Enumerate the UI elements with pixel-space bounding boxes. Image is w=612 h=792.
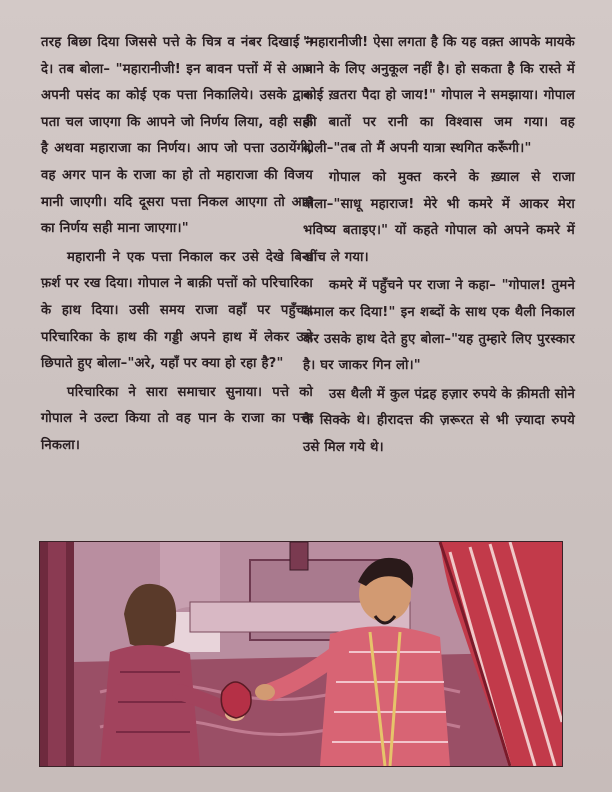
paragraph: महारानी ने एक पत्ता निकाल कर उसे देखे बिना फ़र्श पर रख दिया। गोपाल ने बाक़ी पत्तों को परिचारिका के हाथ दिया। उसी समय राजा वहाँ पर पहुँचा। परिचारिका के हाथ की गड्डी अपने हाथ में लेकर उसे छिपाते हुए बोला–"अरे, यहाँ पर क्या हो रहा है?" (41, 249, 313, 372)
wall-frame (290, 542, 308, 570)
paragraph: कमरे में पहुँचने पर राजा ने कहा– "गोपाल! तुमने कमाल कर दिया!" इन शब्दों के साथ एक थैली निकाल कर उसके हाथ देते हुए बोला–"यह तुम्हारे लिए पुरस्कार है। घर जाकर गिन लो।" (303, 278, 575, 374)
right-text-column (303, 30, 575, 462)
purse (221, 682, 251, 718)
paragraph: उस थैली में कुल पंद्रह हज़ार रुपये के क़ीमती सोने के सिक्के थे। हीरादत्त की ज़रूरत से भी ज़्यादा रुपये उसे मिल गये थे। (303, 386, 575, 455)
paragraph: तरह बिछा दिया जिससे पत्ते के चित्र व नंबर दिखाई न दे। तब बोला– "महारानीजी! इन बावन पत्तों में से आप अपनी पसंद का कोई एक पत्ता निकालिये। उसके द्वारा पता चल जाएगा कि आपने जो निर्णय लिया, वही सही है अथवा महाराजा का निर्णय। आप जो पत्ता उठायेंगी, वह अगर पान के राजा का हो तो महाराजा की विजय मानी जाएगी। यदि दूसरा पत्ता निकल आएगा तो आप का निर्णय सही माना जाएगा।" (41, 35, 313, 237)
paragraph: "महारानीजी! ऐसा लगता है कि यह वक़्त आपके मायके जाने के लिए अनुकूल नहीं है। हो सकता है कि रास्ते में कोई ख़तरा पैदा हो जाय!" गोपाल ने समझाया। गोपाल की बातों पर रानी का विश्वास जम गया। वह बोली–"तब तो मैं अपनी यात्रा स्थगित करूँगी।" (303, 35, 575, 157)
illustration-art (40, 542, 562, 766)
paragraph: गोपाल को मुक्त करने के ख़्याल से राजा बोला–"साधू महाराज! मेरे भी कमरे में आकर मेरा भविष्य बताइए।" यों कहते गोपाल को अपने कमरे में खींच ले गया। (303, 169, 575, 265)
story-illustration (39, 541, 563, 767)
left-text-column (41, 30, 313, 460)
paragraph: परिचारिका ने सारा समाचार सुनाया। पत्ते को गोपाल ने उल्टा किया तो वह पान के राजा का पत्ता निकला। (41, 384, 313, 453)
